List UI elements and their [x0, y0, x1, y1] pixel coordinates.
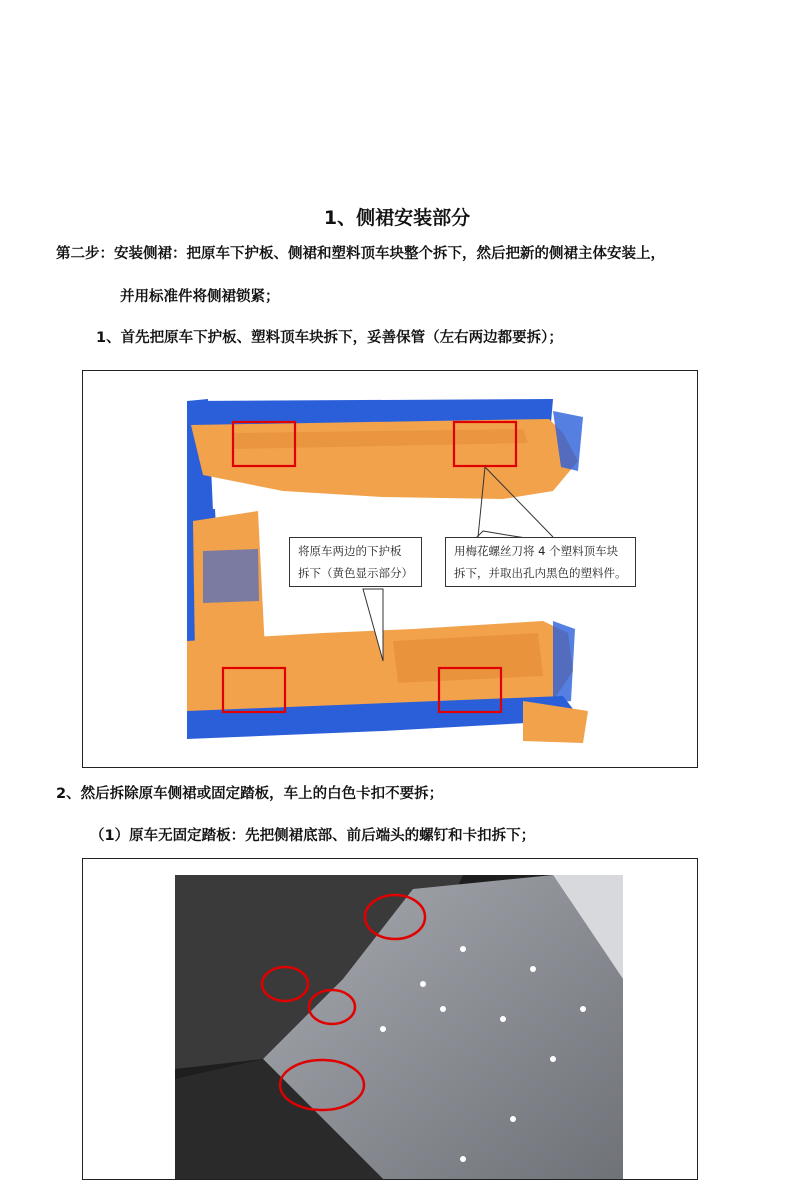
callout-right	[445, 537, 636, 587]
figure-underbody-scan	[82, 370, 698, 768]
item-2-text: 2、然后拆除原车侧裙或固定踏板，车上的白色卡扣不要拆；	[56, 786, 444, 802]
item-1-text: 1、首先把原车下护板、塑料顶车块拆下，妥善保管（左右两边都要拆）；	[96, 330, 563, 346]
callout-left-line1: 将原车两边的下护板	[298, 544, 402, 558]
callout-right-line1: 用梅花螺丝刀将 4 个塑料顶车块	[454, 544, 619, 558]
side-skirt-photo-illustration	[83, 859, 697, 1179]
figure-side-skirt-photo	[82, 858, 698, 1180]
step-text-line1: 第二步：安装侧裙：把原车下护板、侧裙和塑料顶车块整个拆下，然后把新的侧裙主体安装上，	[56, 246, 665, 262]
sub-item-1-text: （1）原车无固定踏板：先把侧裙底部、前后端头的螺钉和卡扣拆下；	[90, 828, 536, 844]
callout-right-line2: 拆下，并取出孔内黑色的塑料件。	[454, 566, 627, 580]
callout-left	[289, 537, 422, 587]
section-title: 1、侧裙安装部分	[323, 207, 471, 229]
callout-left-line2: 拆下（黄色显示部分）	[298, 566, 413, 580]
step-text-line2: 并用标准件将侧裙锁紧；	[120, 289, 280, 305]
